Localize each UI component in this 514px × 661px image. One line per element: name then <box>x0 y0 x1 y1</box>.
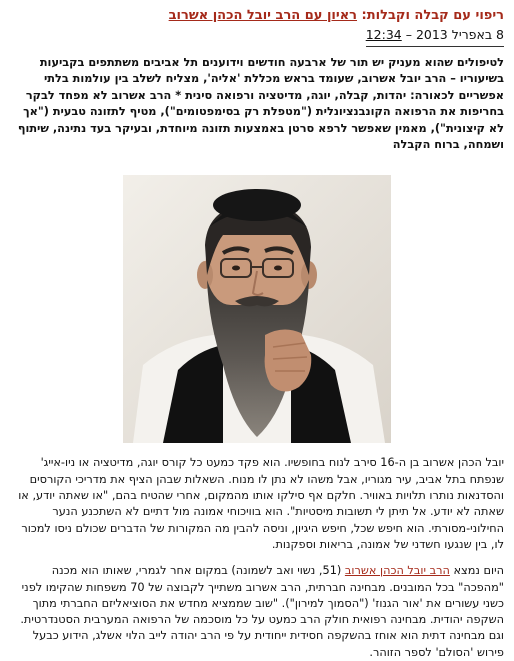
article-body <box>10 455 504 661</box>
rabbi-name-link[interactable]: הרב יובל הכהן אשרוב <box>344 564 450 578</box>
para2-start: היום נמצא <box>449 564 504 578</box>
article-title <box>10 8 504 24</box>
photo-container <box>10 175 504 443</box>
paragraph-2 <box>10 563 504 661</box>
title-prefix: ריפוי עם קבלה וקבלות: <box>357 8 504 23</box>
date-time: 12:34 <box>365 27 402 42</box>
rabbi-portrait-photo <box>123 175 391 443</box>
date-text: 8 באפריל 2013 – <box>401 27 504 42</box>
title-main-link[interactable]: ראיון עם הרב יובל הכהן אשרוב <box>168 8 358 23</box>
article-lead: לטיפולים שהוא מעניק יש תור של ארבעה חודשים וידוענים תל אביבים משתתפים בקביעות בשיעוריו – הרב יובל אשרוב, שעומד בראש מכללת 'אליה', מצליח לשלב בין עולמות בלתי אפשריים לכאורה: יהדות, קבלה, יוגה, מדיטציה ורפואה סינית * הרב אשרוב לא מפחד לבקר בחריפות את הרפואה הקונבנציונלית ("מטפלת רק בסימפטומים"), מטיף לתזונה טבעית ("אך לא קיצונית"), מאמין שאפשר לרפא סרטן באמצעות תזונה מיוחדת, ובעיקר בעד נתינה, שיתוף ושמחה, ברוח הקבלה <box>17 56 504 152</box>
paragraph-1: יובל הכהן אשרוב בן ה-16 סירב לנוח בחופשיו. הוא פקד כמעט כל קורס יוגה, מדיטציה או ניו-אייג' שנפתח בתל אביב, עיר מגוריו, אבל משהו לא נתן לו מנוח. השאלות שבהן הציף את מדריכי הקורסים והסדנאות נותרו תלויות באוויר. חלקם אף סילקו אותו מהמקום, אחרי שהטיח בהם, "או שאתה יודע, או שאתה לא יודע. אל תיתן לי תשובות מיסטיות". הוא בוויכוחי אמונה מול דתיים לא השתכנע הנער החילוני-מסורתי. הוא חיפש שכל, חיפש היגיון, וניסה להבין מה המקורות של הדברים שכולם ניסו למכור לו, בין שנגעו חשדני של אמונה, בריאות וספקנות. <box>18 456 504 551</box>
para2-rest: (51, נשוי ואב לשמונה) במקום אחר לגמרי, שאותו הוא מכנה "מהפכה" בכל המובנים. מבחינה חברתית, הרב אשרוב משתייך לקבוצה של 70 משפחות שהקימו לפני כשני עשורים את 'אור הגנוז' ("הסמוך למירון"). "שוב שממציא מחדש את הסוציאליזם החברתי מתוך השקפה יהודית. מבחינה רפואית חולק הרב כמעט על כל מוסכמה של הרפואה המערבית הסטנדרטית. וגם מבחינה דתית הוא אוחז בהשקפה חסידית ייחודית על פי הרב יהודה לייב הלוי אשלג, הידוע כבעל פירוש 'הסולם' לספר הזוהר. <box>20 564 504 659</box>
article-date <box>366 26 504 47</box>
